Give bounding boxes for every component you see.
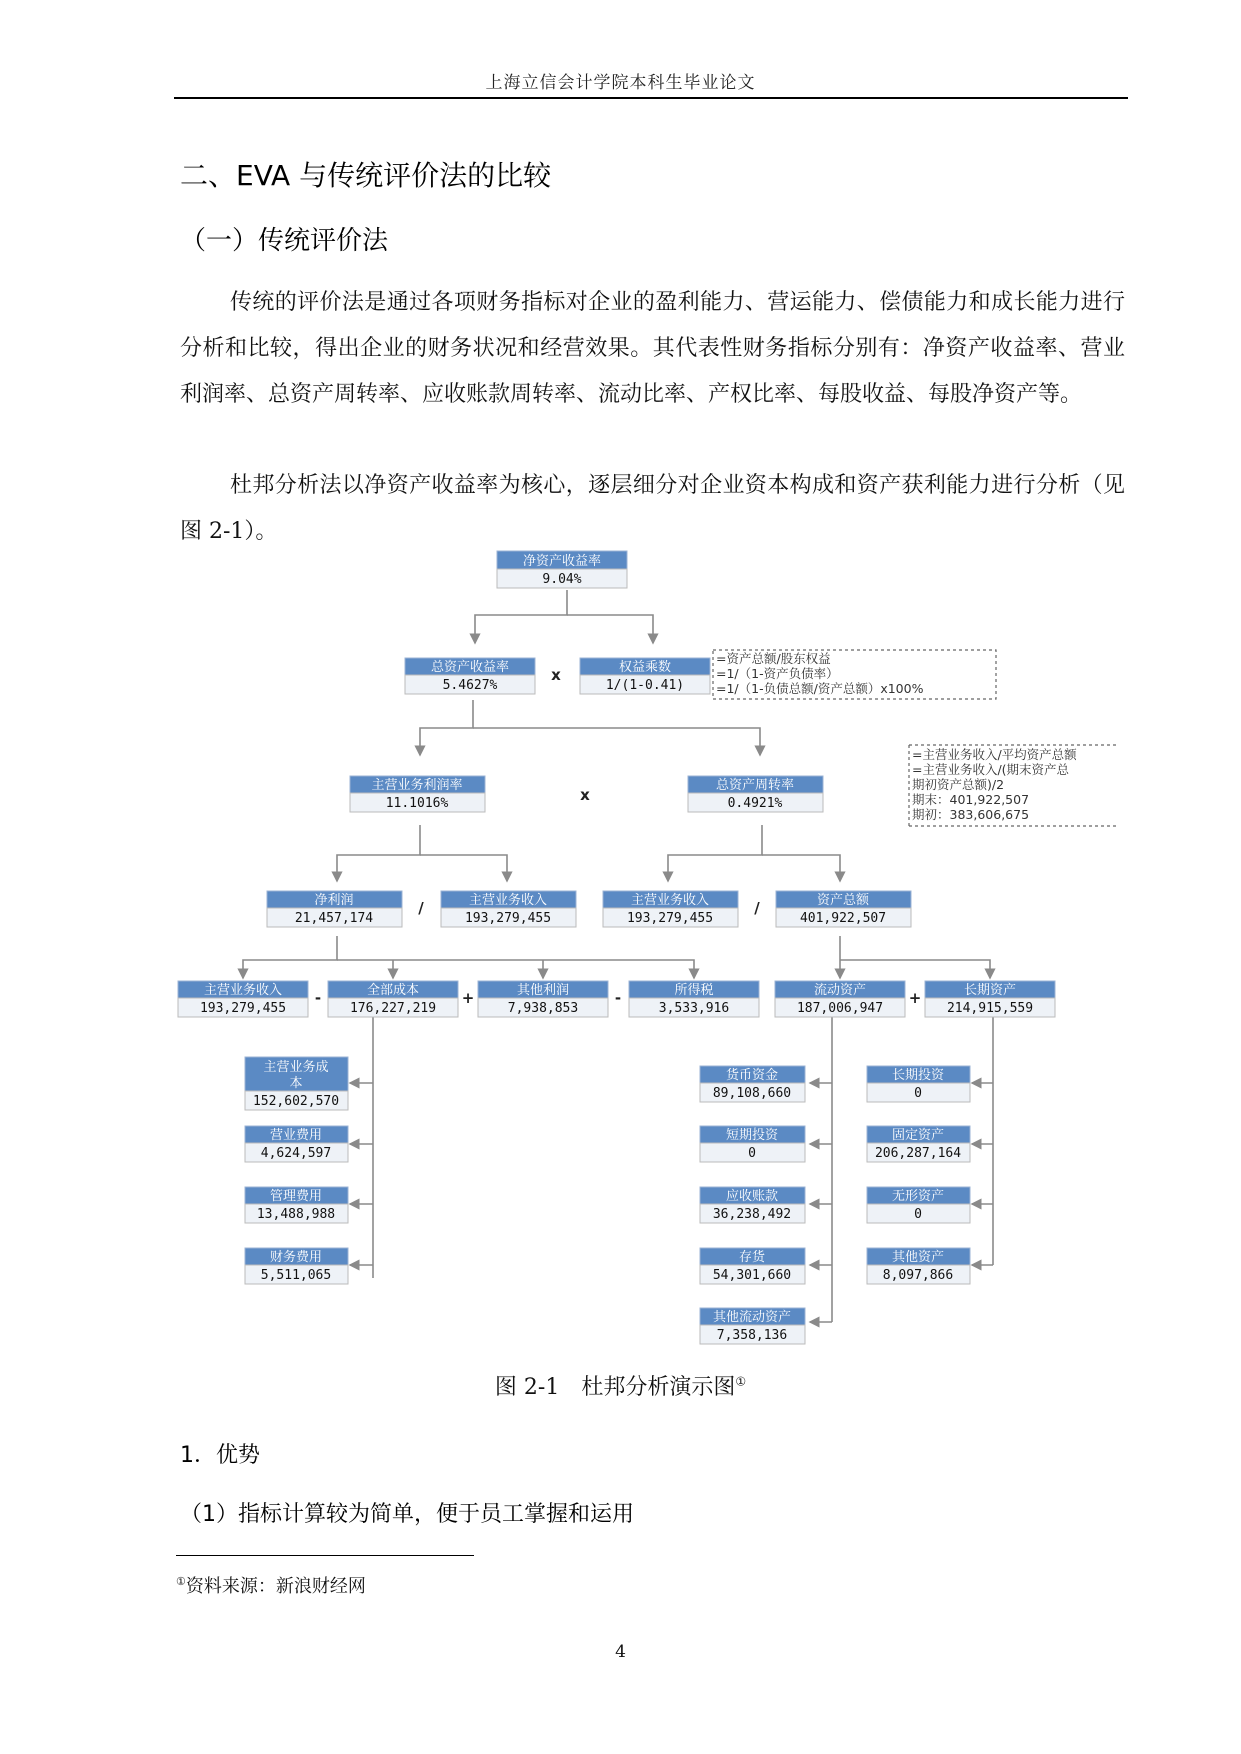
- operator-times-1: x: [551, 666, 561, 684]
- node-cash-value: 89,108,660: [712, 1086, 792, 1101]
- node-total-assets-label: 资产总额: [816, 893, 870, 908]
- node-other-current-assets: [700, 1308, 805, 1344]
- node-selling-expense-value: 4,624,597: [260, 1146, 332, 1161]
- node-long-term-investment-value: 0: [914, 1086, 922, 1101]
- list-item-advantages: 1．优势: [180, 1443, 260, 1468]
- tat-note-line-1: =主营业务收入/平均资产总额: [912, 747, 1077, 762]
- paragraph-2: 杜邦分析法以净资产收益率为核心，逐层细分对企业资本构成和资产获利能力进行分析（见图 2-1）。: [180, 473, 1125, 544]
- em-note-line-1: =资产总额/股东权益: [716, 651, 831, 666]
- node-income-tax: [629, 981, 759, 1017]
- node-inventory-value: 54,301,660: [712, 1268, 792, 1283]
- node-total-cost: [328, 981, 458, 1017]
- node-other-current-assets-value: 7,358,136: [716, 1328, 788, 1343]
- node-npm-label: 主营业务利润率: [371, 778, 463, 793]
- node-cogs: [245, 1057, 348, 1110]
- operator-minus-2: -: [614, 989, 622, 1007]
- node-other-assets-value: 8,097,866: [882, 1268, 954, 1283]
- node-intangible-assets-label: 无形资产: [891, 1189, 945, 1204]
- node-revenue-2: [603, 891, 738, 927]
- node-fixed-assets-value: 206,287,164: [874, 1146, 962, 1161]
- node-roa: [405, 658, 535, 694]
- operator-divide-1: /: [418, 899, 424, 917]
- tat-note-line-3: 期初资产总额)/2: [912, 777, 1005, 792]
- node-revenue-1-value: 193,279,455: [464, 911, 552, 926]
- node-cogs-value: 152,602,570: [252, 1094, 340, 1109]
- node-admin-expense-value: 13,488,988: [256, 1207, 336, 1222]
- node-em-value: 1/(1-0.41): [605, 678, 685, 693]
- node-current-assets: [775, 981, 905, 1017]
- equity-multiplier-note: [713, 650, 996, 699]
- node-total-assets: [776, 891, 911, 927]
- node-revenue-2-value: 193,279,455: [626, 911, 714, 926]
- node-roa-label: 总资产收益率: [430, 660, 510, 675]
- node-revenue-1-label: 主营业务收入: [468, 893, 548, 908]
- node-net-income-value: 21,457,174: [294, 911, 374, 926]
- tat-note-line-2: =主营业务收入/(期末资产总: [912, 762, 1070, 777]
- node-inventory-label: 存货: [738, 1250, 766, 1265]
- list-item-advantage-1: （1）指标计算较为简单，便于员工掌握和运用: [180, 1502, 634, 1527]
- node-tat-value: 0.4921%: [727, 796, 783, 811]
- node-tat-label: 总资产周转率: [715, 778, 795, 793]
- node-fixed-assets: [867, 1126, 970, 1162]
- em-note-line-3: =1/（1-负债总额/资产总额）x100%: [716, 681, 924, 696]
- node-net-income-label: 净利润: [314, 893, 354, 908]
- node-revenue-3-label: 主营业务收入: [203, 983, 283, 998]
- node-current-assets-label: 流动资产: [813, 983, 867, 998]
- node-accounts-receivable-value: 36,238,492: [712, 1207, 792, 1222]
- node-net-income: [267, 891, 402, 927]
- node-admin-expense-label: 管理费用: [269, 1189, 323, 1204]
- node-fixed-assets-label: 固定资产: [891, 1128, 945, 1143]
- tat-note-line-5: 期初：383,606,675: [912, 807, 1030, 822]
- node-selling-expense: [245, 1126, 348, 1162]
- node-finance-expense-label: 财务费用: [269, 1250, 323, 1265]
- node-short-term-investment-label: 短期投资: [725, 1128, 779, 1143]
- node-total-cost-label: 全部成本: [366, 983, 420, 998]
- node-revenue-3-value: 193,279,455: [199, 1001, 287, 1016]
- node-current-assets-value: 187,006,947: [796, 1001, 884, 1016]
- operator-minus-1: -: [314, 989, 322, 1007]
- node-long-term-assets-label: 长期资产: [963, 983, 1017, 998]
- tat-note-line-4: 期末：401,922,507: [912, 792, 1030, 807]
- em-note-line-2: =1/（1-资产负债率）: [716, 666, 839, 681]
- footnote-rule: [176, 1555, 474, 1556]
- node-accounts-receivable: [700, 1187, 805, 1223]
- node-npm: [350, 776, 485, 812]
- node-npm-value: 11.1016%: [385, 796, 449, 811]
- node-revenue-2-label: 主营业务收入: [630, 893, 710, 908]
- node-short-term-investment-value: 0: [748, 1146, 756, 1161]
- page-header: 上海立信会计学院本科生毕业论文: [485, 73, 756, 93]
- operator-times-2: x: [580, 786, 590, 804]
- node-finance-expense-value: 5,511,065: [260, 1268, 332, 1283]
- node-roe-value: 9.04%: [542, 572, 582, 587]
- node-roe: [497, 551, 627, 588]
- node-accounts-receivable-label: 应收账款: [725, 1189, 779, 1204]
- figure-caption-mark: ①: [735, 1374, 747, 1389]
- paragraph-1: 传统的评价法是通过各项财务指标对企业的盈利能力、营运能力、偿债能力和成长能力进行分析和比较，得出企业的财务状况和经营效果。其代表性财务指标分别有：净资产收益率、营业利润率、总资产周转率、应收账款周转率、流动比率、产权比率、每股收益、每股净资产等。: [180, 290, 1125, 407]
- node-revenue-1: [441, 891, 576, 927]
- node-selling-expense-label: 营业费用: [269, 1128, 323, 1143]
- node-intangible-assets-value: 0: [914, 1207, 922, 1222]
- node-income-tax-value: 3,533,916: [658, 1001, 730, 1016]
- node-roa-value: 5.4627%: [442, 678, 498, 693]
- node-total-cost-value: 176,227,219: [349, 1001, 437, 1016]
- section-heading: 二、EVA 与传统评价法的比较: [180, 159, 552, 192]
- node-total-assets-value: 401,922,507: [799, 911, 887, 926]
- operator-divide-2: /: [754, 899, 760, 917]
- node-cash-label: 货币资金: [725, 1068, 779, 1083]
- node-other-profit-value: 7,938,853: [507, 1001, 579, 1016]
- node-intangible-assets: [867, 1187, 970, 1223]
- node-long-term-investment: [867, 1066, 970, 1102]
- footnote-text: 资料来源：新浪财经网: [185, 1576, 366, 1597]
- figure-caption: [0, 1370, 1241, 1401]
- asset-turnover-note: [909, 745, 1116, 826]
- node-em-label: 权益乘数: [618, 660, 672, 675]
- node-cogs-label-1: 主营业务成: [263, 1060, 329, 1075]
- node-revenue-3: [178, 981, 308, 1017]
- node-tat: [688, 776, 823, 812]
- node-short-term-investment: [700, 1126, 805, 1162]
- node-cogs-label-2: 本: [289, 1076, 303, 1091]
- operator-plus-1: +: [461, 989, 475, 1007]
- node-roe-label: 净资产收益率: [522, 554, 602, 569]
- figure-caption-text: 图 2-1 杜邦分析演示图: [494, 1375, 736, 1400]
- page-number: 4: [615, 1642, 626, 1662]
- operator-plus-2: +: [908, 989, 922, 1007]
- node-income-tax-label: 所得税: [674, 983, 714, 998]
- node-other-profit-label: 其他利润: [516, 983, 570, 998]
- node-other-assets: [867, 1248, 970, 1284]
- footnote-mark: ①: [176, 1575, 186, 1588]
- footnote: [176, 1572, 366, 1598]
- node-em: [580, 658, 710, 694]
- node-cash: [700, 1066, 805, 1102]
- node-long-term-assets: [925, 981, 1055, 1017]
- node-other-assets-label: 其他资产: [891, 1250, 945, 1265]
- node-other-profit: [478, 981, 608, 1017]
- node-other-current-assets-label: 其他流动资产: [712, 1310, 792, 1325]
- node-long-term-investment-label: 长期投资: [891, 1068, 945, 1083]
- node-inventory: [700, 1248, 805, 1284]
- subsection-heading: （一）传统评价法: [180, 226, 389, 256]
- node-long-term-assets-value: 214,915,559: [946, 1001, 1034, 1016]
- node-finance-expense: [245, 1248, 348, 1284]
- node-admin-expense: [245, 1187, 348, 1223]
